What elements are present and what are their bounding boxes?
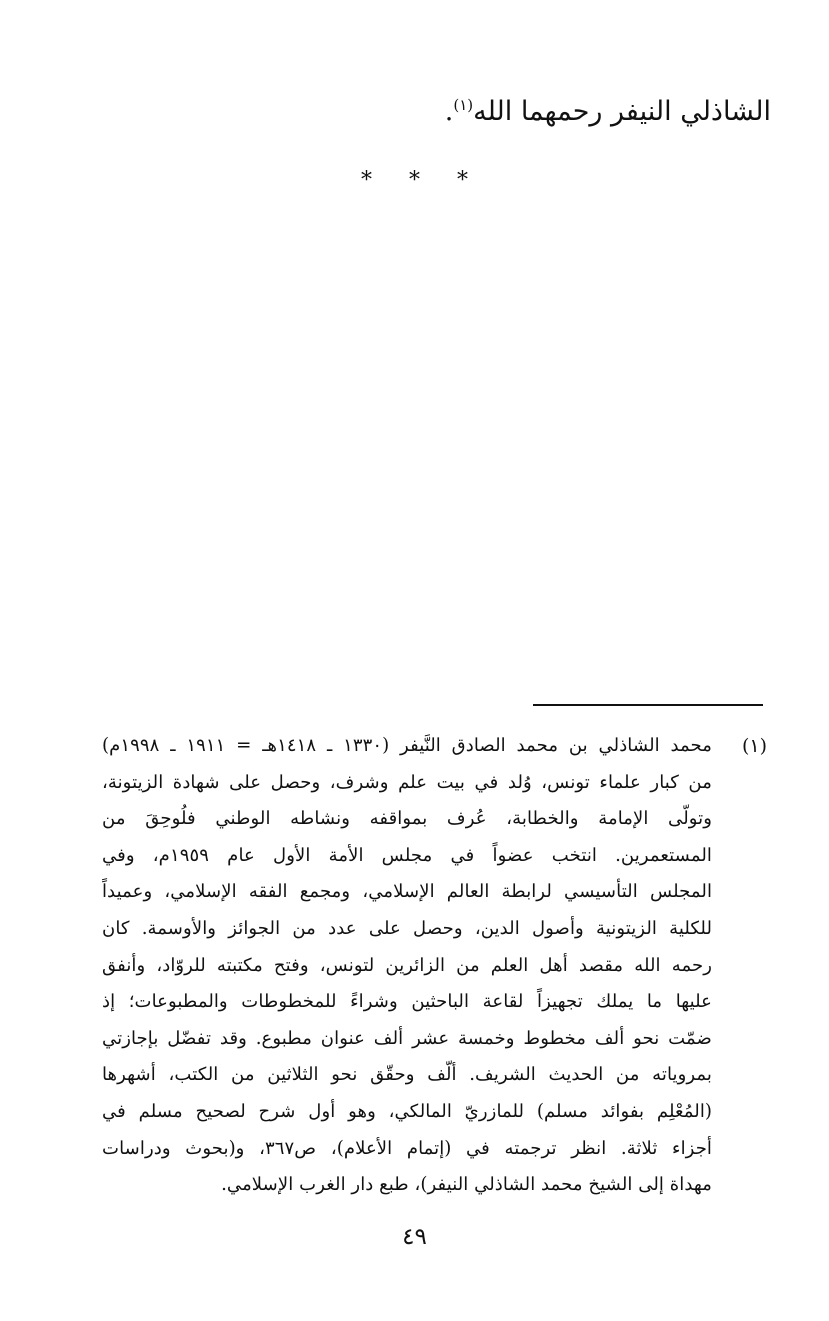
main-text: الشاذلي النيفر رحمهما الله bbox=[473, 96, 771, 127]
footnote-marker: (١) bbox=[741, 735, 767, 757]
separator-asterisk: * bbox=[409, 168, 420, 193]
footnote-line: وتولّى الإمامة والخطابة، عُرف بمواقفه ونشاطه الوطني فلُوحِقَ من bbox=[102, 808, 712, 830]
footnote-line: رحمه الله مقصد أهل العلم من الزائرين لتونس، وفتح مكتبته للروّاد، وأنفق bbox=[102, 954, 712, 976]
footnote-line: محمد الشاذلي بن محمد الصادق النَّيفر (١٣٣٠ ـ ١٤١٨هـ = ١٩١١ ـ ١٩٩٨م) bbox=[102, 735, 712, 756]
main-text-line bbox=[445, 92, 771, 132]
footnote-line: (المُعْلِم بفوائد مسلم) للمازريّ المالكي، وهو أول شرح لصحيح مسلم في bbox=[102, 1100, 712, 1122]
footnote-line: المجلس التأسيسي لرابطة العالم الإسلامي، ومجمع الفقه الإسلامي، وعميداً bbox=[102, 881, 712, 903]
footnote-line: المستعمرين. انتخب عضواً في مجلس الأمة الأول عام ١٩٥٩م، وفي bbox=[102, 844, 712, 866]
footnote-line: بمروياته من الحديث الشريف. ألّف وحقّق نحو الثلاثين من الكتب، أشهرها bbox=[102, 1064, 712, 1086]
separator-asterisk: * bbox=[361, 168, 372, 193]
footnote-line: عليها ما يملك تجهيزاً لقاعة الباحثين وشراءً للمخطوطات والمطبوعات؛ إذ bbox=[102, 991, 712, 1013]
separator-asterisk: * bbox=[457, 168, 468, 193]
section-separator bbox=[0, 168, 829, 193]
main-text-period: . bbox=[444, 96, 454, 127]
footnote-line: من كبار علماء تونس، وُلد في بيت علم وشرف، وحصل على شهادة الزيتونة، bbox=[102, 771, 712, 793]
footnote-line: ضمّت نحو ألف مخطوط وخمسة عشر ألف عنوان مطبوع. وقد تفضّل بإجازتي bbox=[102, 1027, 712, 1049]
footnote-body bbox=[102, 728, 712, 1204]
footnote-divider bbox=[533, 704, 763, 706]
footnote-line: مهداة إلى الشيخ محمد الشاذلي النيفر)، طبع دار الغرب الإسلامي. bbox=[221, 1174, 712, 1196]
footnote-line: أجزاء ثلاثة. انظر ترجمته في (إتمام الأعلام)، ص٣٦٧، و(بحوث ودراسات bbox=[102, 1137, 712, 1159]
footnote-reference[interactable]: (١) bbox=[453, 96, 474, 114]
page-number: ٤٩ bbox=[402, 1224, 427, 1250]
footnote-line: للكلية الزيتونية وأصول الدين، وحصل على عدد من الجوائز والأوسمة. كان bbox=[102, 917, 712, 939]
